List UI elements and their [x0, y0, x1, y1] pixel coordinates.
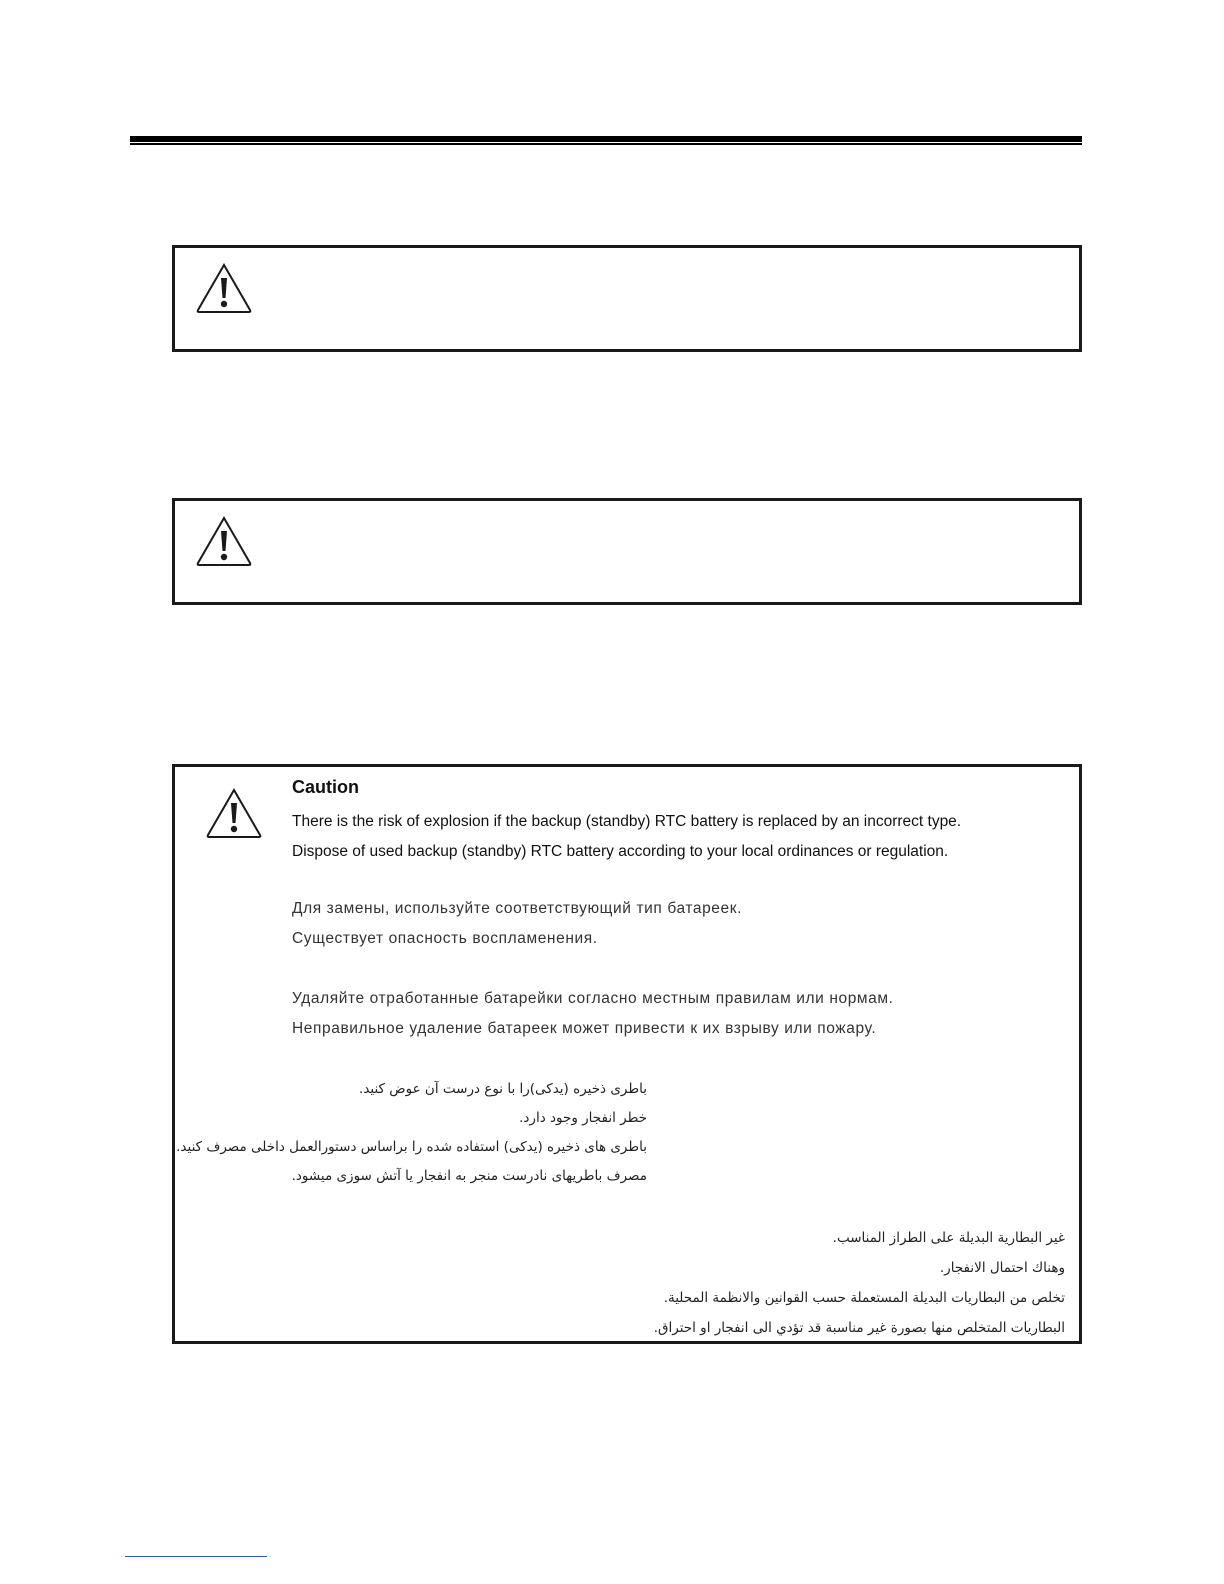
persian-line: مصرف باطریهای نادرست منجر به انفجار یا آتش سوزی میشود.	[291, 1168, 647, 1184]
persian-line: باطری ذخیره (یدکی)را با نوع درست آن عوض کنید.	[359, 1081, 647, 1097]
caution-title: Caution	[292, 777, 359, 797]
header-rule-thin	[130, 143, 1082, 145]
warning-box-2	[172, 498, 1082, 605]
russian-caution-text-2	[292, 984, 894, 1044]
header-rule	[130, 136, 1082, 142]
russian-line: Удаляйте отработанные батарейки согласно местным правилам или нормам.	[292, 990, 894, 1007]
russian-line: Для замены, используйте соответствующий тип батареек.	[292, 900, 743, 917]
russian-caution-text-1	[292, 894, 742, 954]
arabic-caution-text	[605, 1223, 1065, 1343]
arabic-line: تخلص من البطاريات البديلة المستعملة حسب القوانين والانظمة المحلية.	[663, 1290, 1065, 1306]
warning-box-1	[172, 245, 1082, 352]
caution-box	[172, 764, 1082, 1344]
footer-link-underline	[125, 1556, 267, 1557]
russian-line: Существует опасность воспламенения.	[292, 930, 598, 947]
english-line: There is the risk of explosion if the backup (standby) RTC battery is replaced by an incorrect type.	[292, 813, 962, 830]
english-caution-text	[292, 807, 961, 867]
english-line: Dispose of used backup (standby) RTC battery according to your local ordinances or regulation.	[292, 843, 949, 860]
warning-triangle-icon	[195, 262, 253, 314]
persian-line: باطری های ذخیره (یدکی) استفاده شده را براساس دستورالعمل داخلی مصرف کنید.	[176, 1139, 647, 1155]
warning-triangle-icon	[195, 515, 253, 567]
persian-caution-text	[176, 1075, 647, 1191]
arabic-line: البطاريات المتخلص منها بصورة غير مناسبة قد تؤدي الى انفجار او احتراق.	[653, 1320, 1065, 1336]
russian-line: Неправильное удаление батареек может привести к их взрыву или пожару.	[292, 1020, 877, 1037]
arabic-line: وهناك احتمال الانفجار.	[939, 1260, 1065, 1276]
warning-triangle-icon	[205, 787, 263, 839]
persian-line: خطر انفجار وجود دارد.	[519, 1110, 647, 1126]
arabic-line: غير البطارية البديلة على الطراز المناسب.	[832, 1230, 1065, 1246]
